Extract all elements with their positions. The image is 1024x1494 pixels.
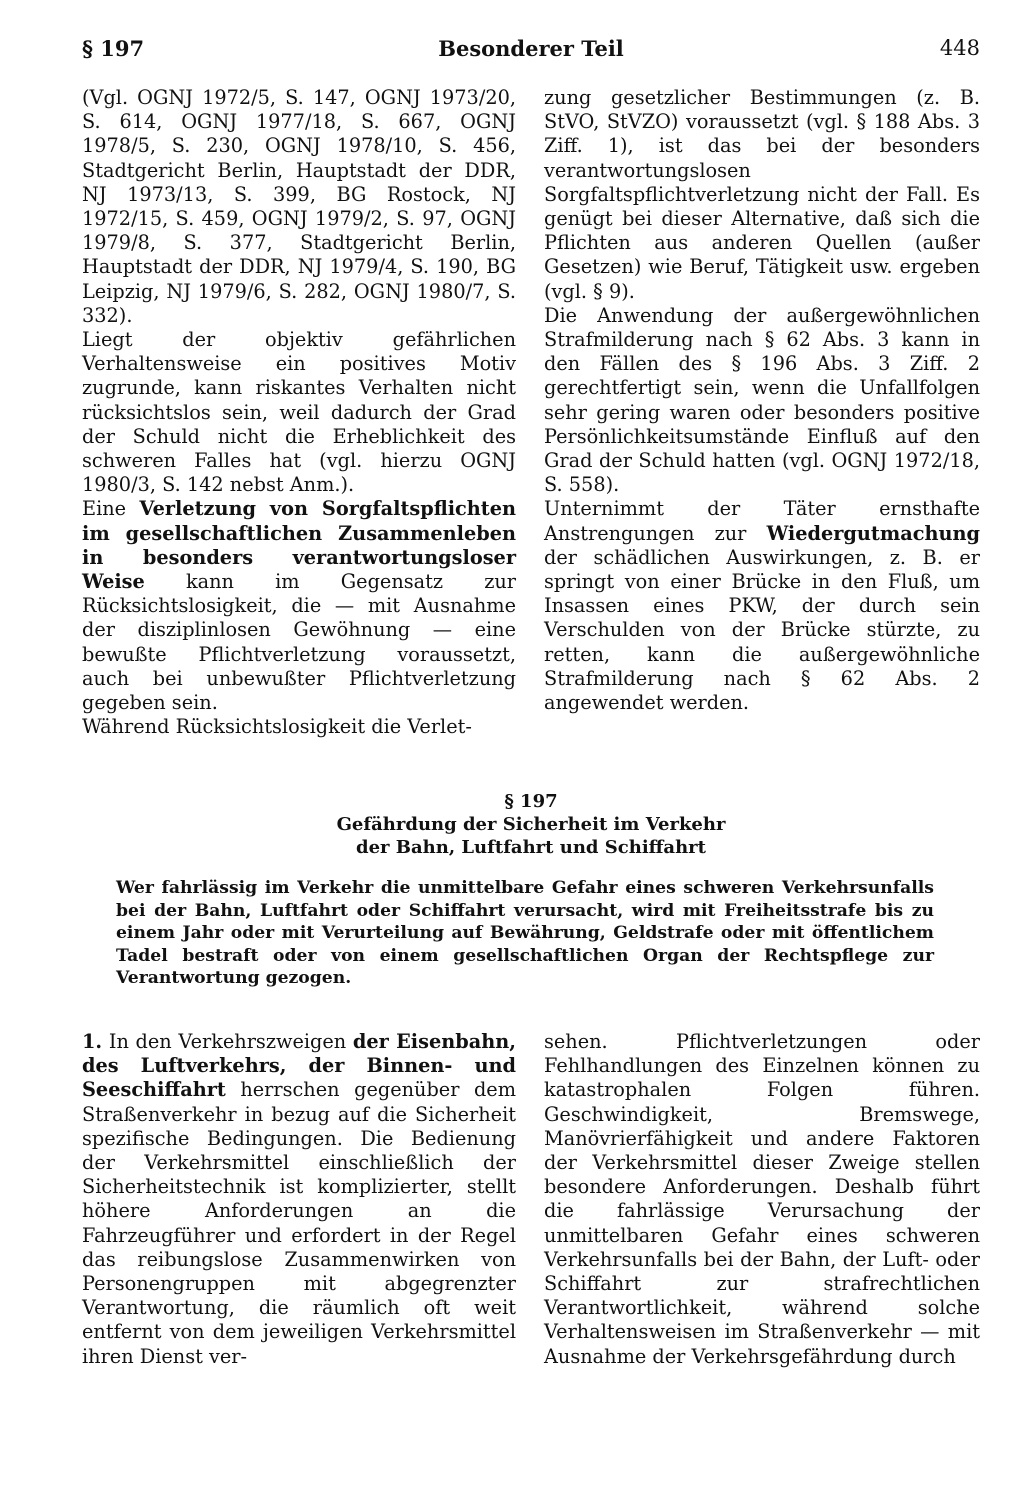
duty-violation-paragraph bbox=[82, 497, 516, 715]
restitution-paragraph bbox=[544, 497, 980, 715]
text-run: kann im Gegensatz zur Rücksichtslosigkeit, die — mit Ausnahme der disziplinlosen Gewöhnung — eine bewußte Pflichtverletzung voraussetzt, auch bei unbewußter Pflichtverletzung gegeben sein. bbox=[82, 570, 516, 715]
bold-term: Verletzung von Sorgfaltspflichten im gesellschaftlichen Zusammenleben in besonders verantwortungsloser Weise bbox=[82, 497, 517, 594]
continuation-paragraph: zung gesetzlicher Bestimmungen (z. B. StVO, StVZO) voraussetzt (vgl. § 188 Abs. 3 Ziff. 1), ist das bei der besonders verantwortungslosen Sorgfaltspflichtverletzung nicht der Fall. Es genügt bei dieser Alternative, daß sich die Pflichten aus anderen Quellen (außer Gesetzen) wie Beruf, Tätigkeit usw. ergeben (vgl. § 9). bbox=[544, 86, 980, 303]
bold-term: Wiedergutmachung bbox=[766, 521, 980, 545]
section-number: § 197 bbox=[504, 791, 558, 812]
paragraph-number: 1. bbox=[82, 1030, 103, 1053]
top-right-column bbox=[544, 86, 980, 715]
page-header bbox=[82, 36, 980, 66]
text-run: Unternimmt der Täter ernsthafte Anstrengungen zur bbox=[544, 497, 980, 545]
bottom-left-column bbox=[82, 1030, 516, 1369]
commentary-paragraph-1 bbox=[82, 1030, 516, 1369]
mitigation-paragraph: Die Anwendung der außergewöhnlichen Strafmilderung nach § 62 Abs. 3 kann in den Fällen des § 196 Abs. 3 Ziff. 2 gerechtfertigt sein, wenn die Unfallfolgen sehr gering waren oder besonders positive Persönlichkeitsumstände Einfluß auf den Grad der Schuld hatten (vgl. OGNJ 1972/18, S. 558). bbox=[544, 303, 980, 497]
text-run: In den Verkehrszweigen bbox=[102, 1030, 353, 1053]
section-title-line-1: Gefährdung der Sicherheit im Verkehr bbox=[336, 814, 726, 835]
text-run: Eine bbox=[82, 497, 140, 521]
top-left-column bbox=[82, 86, 516, 739]
section-title-line-2: der Bahn, Luftfahrt und Schiffahrt bbox=[356, 837, 706, 858]
header-section-ref: § 197 bbox=[82, 36, 145, 61]
commentary-paragraph-continuation: sehen. Pflichtverletzungen oder Fehlhandlungen des Einzelnen können zu katastrophalen Folgen führen. Geschwindigkeit, Bremswege, Manövrierfähigkeit und andere Faktoren der Verkehrsmittel dieser Zweige stellen besondere Anforderungen. Deshalb führt die fahrlässige Verursachung der unmittelbaren Gefahr eines schweren Verkehrsunfalls bei der Bahn, der Luft- oder Schiffahrt zur strafrechtlichen Verantwortlichkeit, während solche Verhaltensweisen im Straßenverkehr — mit Ausnahme der Verkehrsgefährdung durch bbox=[544, 1030, 980, 1368]
text-run: herrschen gegenüber dem Straßenverkehr in bezug auf die Sicherheit spezifische Bedingungen. Die Bedienung der Verkehrsmittel einschließlich der Sicherheitstechnik ist komplizierter, stellt höhere Anforderungen an die Fahrzeugführer und erfordert in der Regel das reibungslose Zusammenwirken von Personengruppen mit abgegrenzter Verantwortung, die räumlich oft weit entfernt von dem jeweiligen Verkehrsmittel ihren Dienst ver- bbox=[82, 1078, 516, 1368]
section-heading bbox=[82, 790, 980, 859]
statute-text: Wer fahrlässig im Verkehr die unmittelbare Gefahr eines schweren Verkehrsunfalls bei der Bahn, Luftfahrt oder Schiffahrt verursacht, wird mit Freiheitsstrafe bis zu einem Jahr oder mit Verurteilung auf Bewährung, Geldstrafe oder mit öffentlichem Tadel bestraft oder von einem gesellschaftlichen Organ der Rechtspflege zur Verantwortung gezogen. bbox=[116, 878, 934, 988]
recklessness-paragraph: Während Rücksichtslosigkeit die Verlet- bbox=[82, 715, 472, 739]
header-running-title: Besonderer Teil bbox=[438, 36, 624, 61]
motive-paragraph: Liegt der objektiv gefährlichen Verhaltensweise ein positives Motiv zugrunde, kann riskantes Verhalten nicht rücksichtslos sein, weil dadurch der Grad der Schuld nicht die Erheblichkeit des schweren Falles hat (vgl. hierzu OGNJ 1980/3, S. 142 nebst Anm.). bbox=[82, 328, 516, 497]
citation-paragraph: (Vgl. OGNJ 1972/5, S. 147, OGNJ 1973/20, S. 614, OGNJ 1977/18, S. 667, OGNJ 1978/5, S. 230, OGNJ 1978/10, S. 456, Stadtgericht Berlin, Hauptstadt der DDR, NJ 1973/13, S. 399, BG Rostock, NJ 1972/15, S. 459, OGNJ 1979/2, S. 97, OGNJ 1979/8, S. 377, Stadtgericht Berlin, Hauptstadt der DDR, NJ 1979/4, S. 190, BG Leipzig, NJ 1979/6, S. 282, OGNJ 1980/7, S. 332). bbox=[82, 86, 516, 327]
bold-term: der Eisenbahn, des Luftverkehrs, der Binnen- und Seeschiffahrt bbox=[82, 1030, 516, 1102]
page-number: 448 bbox=[939, 36, 980, 60]
bottom-right-column bbox=[544, 1030, 980, 1369]
text-run: der schädlichen Auswirkungen, z. B. er springt von einer Brücke in den Fluß, um Insassen eines PKW, der durch sein Verschulden von der Brücke stürzte, zu retten, kann die außergewöhnliche Strafmilderung nach § 62 Abs. 2 angewendet werden. bbox=[544, 545, 980, 715]
